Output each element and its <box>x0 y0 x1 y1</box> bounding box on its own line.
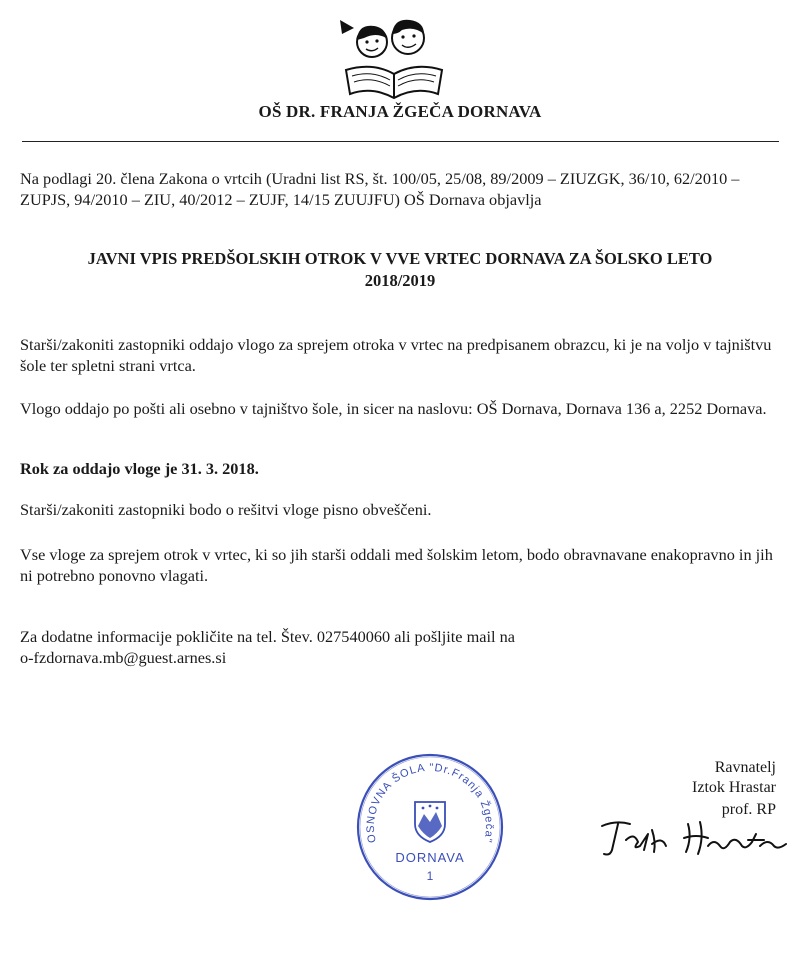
signatory-name: Iztok Hrastar <box>692 779 776 796</box>
school-logo <box>328 10 460 102</box>
handwritten-signature <box>596 812 796 862</box>
stamp-center-text: DORNAVA <box>395 850 465 865</box>
signatory-role: Ravnatelj <box>714 759 776 776</box>
paragraph-equal-treatment: Vse vloge za sprejem otrok v vrtec, ki so jih starši oddali med šolskim letom, bodo obravnavane enakopravno in jih ni potrebno ponovno vlagati. <box>20 545 773 585</box>
paragraph-notification: Starši/zakoniti zastopniki bodo o rešitvi vloge pisno obveščeni. <box>20 500 432 519</box>
paragraph-submission-address: Vlogo oddajo po pošti ali osebno v tajništvo šole, in sicer na naslovu: OŠ Dornava, Dornava 136 a, 2252 Dornava. <box>20 399 767 418</box>
contact-email: o-fzdornava.mb@guest.arnes.si <box>20 648 227 667</box>
title-line-2: 2018/2019 <box>364 271 436 290</box>
deadline-notice: Rok za oddajo vloge je 31. 3. 2018. <box>20 459 259 478</box>
school-stamp <box>355 752 505 902</box>
paragraph-application-form: Starši/zakoniti zastopniki oddajo vlogo za sprejem otroka v vrtec na predpisanem obrazcu, ki je na voljo v tajništvu šole ter spletni strani vrtca. <box>20 335 772 375</box>
stamp-number: 1 <box>426 869 434 883</box>
school-name: OŠ DR. FRANJA ŽGEČA DORNAVA <box>258 102 542 121</box>
contact-paragraph <box>20 626 780 668</box>
header-divider <box>22 141 779 142</box>
title-line-1: JAVNI VPIS PREDŠOLSKIH OTROK V VVE VRTEC DORNAVA ZA ŠOLSKO LETO <box>87 249 713 268</box>
stamp-ring-text: OSNOVNA ŠOLA "Dr.Franja Žgeča" <box>364 761 496 845</box>
document-title <box>0 248 800 292</box>
contact-line-1: Za dodatne informacije pokličite na tel. Štev. 027540060 ali pošljite mail na <box>20 627 515 646</box>
signatory-title: prof. RP <box>721 801 776 818</box>
coat-of-arms-icon <box>415 802 445 842</box>
intro-paragraph: Na podlagi 20. člena Zakona o vrtcih (Uradni list RS, št. 100/05, 25/08, 89/2009 – ZIUZGK, 36/10, 62/2010 – ZUPJS, 94/2010 – ZIU, 40/2012 – ZUJF, 14/15 ZUUJFU) OŠ Dornava objavlja <box>20 169 740 209</box>
